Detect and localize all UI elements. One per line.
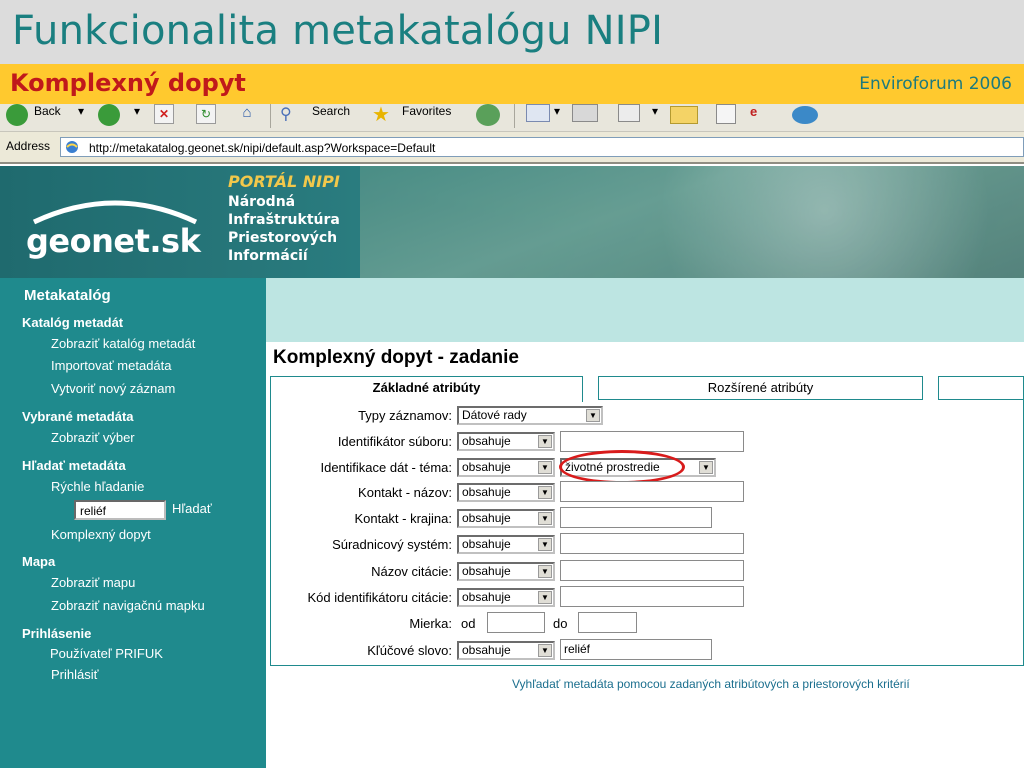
slide-title-bar [0, 0, 1024, 64]
sidebar-item-complex-query[interactable]: Komplexný dopyt [51, 527, 151, 542]
sidebar-item-new-record[interactable]: Vytvoriť nový záznam [51, 381, 176, 396]
sidebar-section-search: Hľadať metadáta [22, 458, 126, 473]
row-label: Názov citácie: [371, 564, 452, 579]
operator-select[interactable] [457, 588, 555, 607]
folder-icon[interactable] [670, 106, 698, 124]
tab-basic-attributes[interactable]: Základné atribúty [270, 376, 583, 402]
chevron-down-icon[interactable]: ▼ [538, 644, 552, 657]
stop-icon[interactable]: ✕ [154, 104, 174, 124]
address-bar [0, 132, 1024, 164]
scale-from-label: od [461, 616, 476, 631]
operator-value: obsahuje [462, 485, 511, 499]
sidebar-item-login[interactable]: Prihlásiť [51, 667, 99, 682]
search-metadata-link[interactable]: Vyhľadať metadáta pomocou zadaných atribútových a priestorových kritérií [512, 677, 910, 691]
operator-value: obsahuje [462, 590, 511, 604]
chevron-down-icon[interactable]: ▼ [538, 486, 552, 499]
row-label: Súradnicový systém: [332, 537, 452, 552]
operator-value: obsahuje [462, 434, 511, 448]
operator-select[interactable] [457, 458, 555, 477]
geonet-logo[interactable]: geonet.sk [26, 222, 201, 260]
scale-from-input[interactable] [487, 612, 545, 633]
refresh-icon[interactable]: ↻ [196, 104, 216, 124]
keyword-input[interactable]: reliéf [560, 639, 712, 660]
operator-value: obsahuje [462, 511, 511, 525]
sidebar-section-selected: Vybrané metadáta [22, 409, 134, 424]
chevron-down-icon[interactable]: ▼ [538, 435, 552, 448]
quick-search-input[interactable]: reliéf [74, 500, 166, 520]
edit-icon[interactable] [618, 104, 640, 122]
citation-code-input[interactable] [560, 586, 744, 607]
edit-dropdown-icon[interactable]: ▾ [652, 104, 659, 118]
record-type-select[interactable] [457, 406, 603, 425]
row-label: Identifikace dát - téma: [320, 460, 452, 475]
address-label: Address [6, 139, 51, 153]
favorites-button-label[interactable]: Favorites [402, 104, 452, 118]
chevron-down-icon[interactable]: ▼ [586, 409, 600, 422]
topic-value: životné prostredie [565, 460, 660, 474]
favorites-icon[interactable]: ★ [372, 104, 390, 126]
row-label: Kontakt - názov: [358, 485, 452, 500]
operator-value: obsahuje [462, 564, 511, 578]
sidebar-item-user: Používateľ PRIFUK [50, 646, 163, 661]
back-dropdown-icon[interactable]: ▾ [78, 104, 85, 118]
row-label: Kľúčové slovo: [367, 643, 452, 658]
sidebar-item-import[interactable]: Importovať metadáta [51, 358, 172, 373]
row-label: Mierka: [409, 616, 452, 631]
mail-dropdown-icon[interactable]: ▾ [554, 104, 561, 118]
page-title: Komplexný dopyt - zadanie [273, 347, 519, 368]
toolbar-separator [514, 104, 515, 128]
file-identifier-input[interactable] [560, 431, 744, 452]
back-icon[interactable] [6, 104, 28, 126]
research-icon[interactable] [716, 104, 736, 124]
scale-to-input[interactable] [578, 612, 637, 633]
contact-name-input[interactable] [560, 481, 744, 502]
browser-toolbar [0, 104, 1024, 132]
operator-value: obsahuje [462, 460, 511, 474]
sidebar [0, 278, 266, 768]
portal-line: Infraštruktúra [228, 212, 340, 228]
row-label: Kód identifikátoru citácie: [307, 590, 452, 605]
operator-value: obsahuje [462, 537, 511, 551]
main-top-band [266, 278, 1024, 342]
chevron-down-icon[interactable]: ▼ [538, 461, 552, 474]
operator-select[interactable] [457, 432, 555, 451]
address-url: http://metakatalog.geonet.sk/nipi/default.asp?Workspace=Default [89, 141, 436, 155]
sidebar-heading: Metakatalóg [24, 287, 111, 304]
ie-page-icon [64, 140, 80, 154]
slide-title: Funkcionalita metakatalógu NIPI [12, 8, 664, 54]
contact-country-input[interactable] [560, 507, 712, 528]
sidebar-item-show-selection[interactable]: Zobraziť výber [51, 430, 135, 445]
scale-to-label: do [553, 616, 568, 631]
row-label: Typy záznamov: [358, 408, 452, 423]
sidebar-item-show-catalog[interactable]: Zobraziť katalóg metadát [51, 336, 196, 351]
portal-header [0, 166, 1024, 278]
messenger-icon[interactable]: e [750, 104, 758, 119]
msn-icon[interactable] [792, 106, 818, 124]
row-label: Kontakt - krajina: [354, 511, 452, 526]
forward-dropdown-icon[interactable]: ▾ [134, 104, 141, 118]
chevron-down-icon[interactable]: ▼ [699, 461, 713, 474]
operator-value: obsahuje [462, 643, 511, 657]
highlight-ellipse [559, 450, 685, 484]
sidebar-section-map: Mapa [22, 554, 56, 569]
logo-arc [30, 190, 200, 226]
search-button-label[interactable]: Search [312, 104, 351, 118]
portal-line: Informácií [228, 248, 308, 264]
forward-icon[interactable] [98, 104, 120, 126]
media-icon[interactable] [476, 104, 500, 126]
search-icon[interactable]: ⚲ [280, 106, 292, 123]
subtitle-bar [0, 64, 1024, 104]
sidebar-item-nav-map[interactable]: Zobraziť navigačnú mapku [51, 598, 205, 613]
citation-title-input[interactable] [560, 560, 744, 581]
portal-line: Národná [228, 194, 296, 210]
chevron-down-icon[interactable]: ▼ [538, 512, 552, 525]
sidebar-section-login: Prihlásenie [22, 626, 92, 641]
print-icon[interactable] [572, 104, 598, 122]
address-input[interactable] [60, 137, 1024, 157]
row-label: Identifikátor súboru: [337, 434, 452, 449]
mail-icon[interactable] [526, 104, 550, 122]
sidebar-item-show-map[interactable]: Zobraziť mapu [51, 575, 136, 590]
home-icon[interactable]: ⌂ [242, 104, 252, 121]
coordinate-system-input[interactable] [560, 533, 744, 554]
operator-select[interactable] [457, 535, 555, 554]
toolbar-separator [270, 104, 271, 128]
chevron-down-icon[interactable]: ▼ [538, 538, 552, 551]
tab-spatial[interactable] [938, 376, 1024, 400]
record-type-value: Dátové rady [462, 408, 527, 422]
sidebar-section-catalog: Katalóg metadát [22, 315, 124, 330]
form-labels [270, 400, 452, 666]
operator-select[interactable] [457, 641, 555, 660]
operator-select[interactable] [457, 483, 555, 502]
aerial-photo [360, 166, 1024, 278]
portal-line: Priestorových [228, 230, 338, 246]
conference-label: Enviroforum 2006 [859, 74, 1012, 94]
portal-title: PORTÁL NIPI [228, 172, 340, 191]
chevron-down-icon[interactable]: ▼ [538, 565, 552, 578]
back-button-label[interactable]: Back [34, 104, 61, 118]
slide-subtitle: Komplexný dopyt [10, 69, 246, 97]
operator-select[interactable] [457, 509, 555, 528]
quick-search-button[interactable]: Hľadať [172, 501, 212, 516]
operator-select[interactable] [457, 562, 555, 581]
tab-extended-attributes[interactable]: Rozšírené atribúty [598, 376, 923, 400]
sidebar-item-quick-search[interactable]: Rýchle hľadanie [51, 479, 145, 494]
chevron-down-icon[interactable]: ▼ [538, 591, 552, 604]
